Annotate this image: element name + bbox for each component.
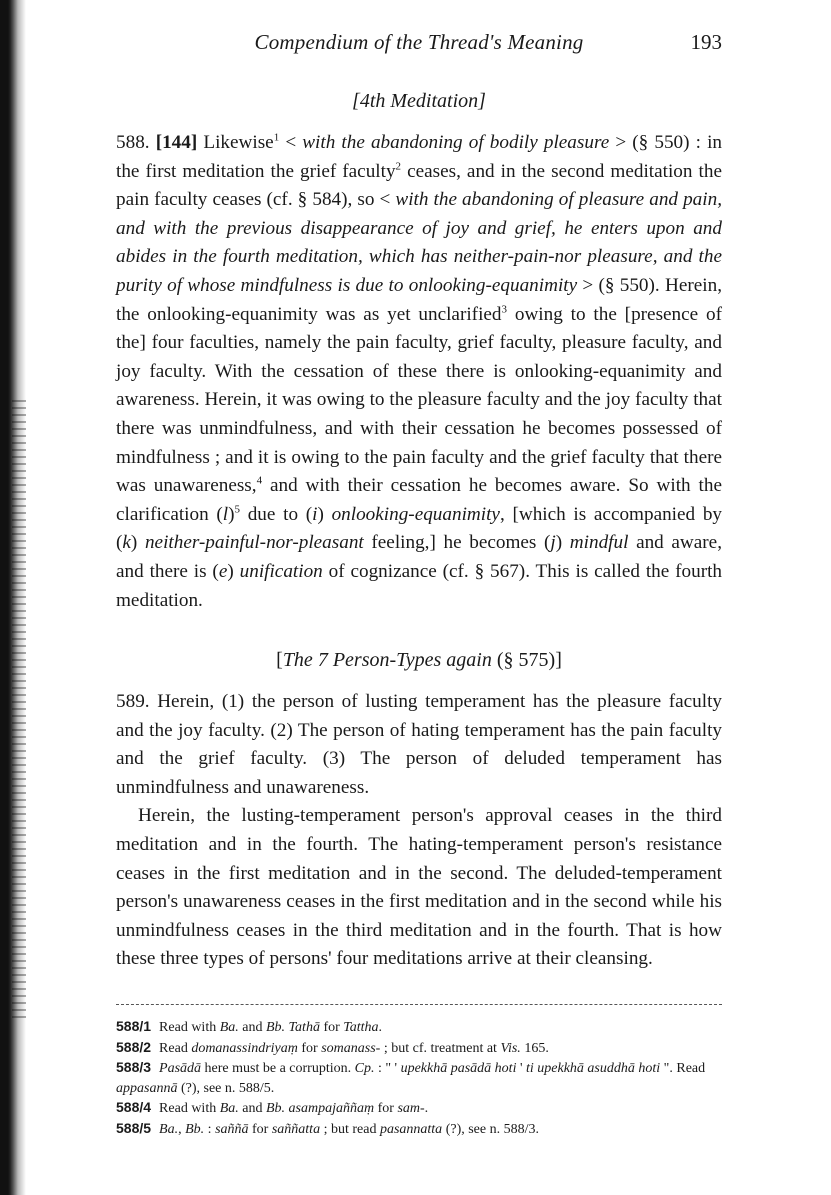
text-run: for [297,1040,322,1056]
text-run: Read with [159,1101,220,1117]
italic-term: upekkhā pasādā hoti [400,1061,517,1077]
footnote-marker: 5 [234,503,241,516]
text-run: < [279,132,303,153]
text-run: and [238,1020,266,1036]
running-title: Compendium of the Thread's Meaning [254,30,584,54]
text-run: : [204,1121,216,1137]
text-run: ) [317,503,332,525]
italic-term: Bb. [265,1101,286,1117]
text-run: : " ' [374,1061,401,1077]
text-run: (?), see n. 588/3. [442,1121,539,1137]
italic-term: Bb. [265,1020,286,1036]
text-run: ". Read [660,1061,706,1077]
footnotes [116,1017,722,1139]
italic-term: unification [239,560,323,582]
paragraph-number: 588. [116,132,156,153]
italic-term: Vis. [500,1040,521,1056]
footnote-marker: 1 [273,131,280,144]
text-run: ceases, and in the second meditation the pain faculty ceases (cf. § 584), so < [116,160,722,211]
text-run: of cognizance (cf. § 567). This is called the fourth meditation. [116,560,723,611]
paragraph-589: 589. Herein, (1) the person of lusting temperament has the pleasure faculty and the joy faculty. (2) The person of hating temperament has the pain faculty and the grief faculty. (3) The person of deluded temperament has unmindfulness and unawareness. [116,691,722,798]
italic-quote: with the abandoning of pleasure and pain, and with the previous disappearance of joy and grief, he enters upon and abides in the fourth meditation, which has neither-pain-nor pleasure, and the purity of whose mindfulness is due to onlooking-equanimity [116,189,723,296]
italic-term: onlooking-equanimity [331,503,500,525]
footnote-588-5 [116,1119,722,1140]
text-run: feeling,] he becomes ( [363,532,551,554]
text-run: 165. [520,1040,549,1056]
text-run: > (§ 550). Herein, the onlooking-equanimity was as yet unclarified [116,274,722,325]
italic-term: sam- [397,1101,425,1117]
text-run: , [178,1121,186,1137]
italic-term: mindful [569,532,629,554]
text-run: and aware, and there is ( [116,532,722,582]
heading-reference: (§ 575)] [491,649,562,672]
footnote-marker: 2 [395,160,402,173]
italic-term: ti upekkhā asuddhā hoti [526,1061,661,1077]
italic-term: asampajaññaṃ [288,1101,375,1117]
text-run: here must be a corruption. [201,1061,355,1077]
heading-bracket: [ [276,649,283,672]
italic-term: domanassindriyaṃ [191,1040,298,1056]
italic-term: Tathā [288,1020,320,1036]
italic-letter: l [222,503,229,525]
italic-term: Tattha [343,1020,379,1036]
italic-quote: with the abandoning of bodily pleasure [302,132,610,153]
footnote-588-1 [116,1017,722,1038]
footnote-marker: 3 [501,303,508,316]
text-run: (?), see n. 588/5. [177,1080,275,1096]
section-heading-4th-meditation [116,90,722,113]
text-run: for [319,1020,344,1036]
text-run: ) [555,532,570,554]
italic-term: Bb. [185,1121,205,1137]
italic-term: neither-painful-nor-pleasant [144,532,364,554]
text-run: . [424,1101,429,1117]
italic-term: Pasādā [159,1061,202,1077]
text-run: for [248,1121,272,1137]
footnote-number: 588/2 [116,1038,152,1055]
footnote-marker: 4 [256,474,263,487]
italic-term: pasannatta [379,1121,443,1137]
footnote-588-2 [116,1038,722,1059]
footnote-divider [116,1004,722,1005]
italic-term: appasannā [116,1080,178,1096]
text-run: , [which is accompanied by ( [116,503,723,554]
text-run: ) [227,560,240,582]
text-run: and with their cessation he becomes aware. So with the clarification ( [116,475,722,525]
paragraph-589-continued: Herein, the lusting-temperament person's approval ceases in the third meditation and in the fourth. The hating-temperament person's resistance ceases in the first meditation and in the second. The deluded-temperament person's unawareness ceases in the first meditation and in the second while his unmindfulness ceases in the third meditation and in the fourth. That is how these three types of persons' four meditations arrive at their cleansing. [116,805,722,970]
text-run: ) [228,503,235,525]
section-heading-text: [4th Meditation] [352,90,486,112]
footnote-588-4 [116,1098,722,1119]
footnote-number: 588/4 [116,1099,152,1116]
paragraph-588 [116,129,722,615]
italic-term: Cp. [354,1061,375,1077]
text-run: Likewise [197,132,274,153]
text-run: for [374,1101,398,1117]
italic-letter: i [312,503,318,525]
text-run: ; but read [320,1121,380,1137]
text-run: . [378,1020,383,1036]
text-run: > (§ 550) : in the first meditation the grief faculty [116,132,722,182]
footnote-number: 588/1 [116,1018,152,1035]
italic-letter: e [218,560,228,582]
page-number: 193 [690,30,722,54]
italic-term: Ba. [219,1020,239,1036]
text-run: owing to the [presence of the] four faculties, namely the pain faculty, grief faculty, pleasure faculty, and joy faculty. With the cessation of these there is onlooking-equanimity and awareness. Herein, it was owing to the pleasure faculty and the joy faculty that there was unmindfulness, and with their cessation he becomes possessed of mindfulness ; and it is owing to the pain faculty and the grief faculty that there was unawareness, [116,303,722,497]
italic-term: saññatta [271,1121,321,1137]
page [116,20,722,1139]
footnote-number: 588/3 [116,1059,152,1076]
italic-letter: k [122,532,131,554]
text-run: Read [159,1040,192,1056]
italic-term: saññā [215,1121,249,1137]
italic-term: Ba. [219,1101,239,1117]
text-run: ' [516,1061,526,1077]
footnote-588-3 [116,1058,722,1098]
text-run: due to ( [240,503,313,525]
text-run: ; but cf. treatment at [380,1040,501,1056]
binding-speckle [12,400,26,1020]
section-heading-person-types [116,649,722,672]
footnote-number: 588/5 [116,1119,152,1136]
page-reference: [144] [155,132,198,153]
italic-term: Ba. [159,1121,179,1137]
running-header [116,20,722,54]
section-heading-text: The 7 Person-Types again [282,649,492,672]
italic-letter: j [550,532,556,554]
italic-term: somanass- [321,1040,381,1056]
text-run: ) [130,532,145,554]
text-run: and [238,1101,266,1117]
text-run: Read with [159,1020,220,1036]
